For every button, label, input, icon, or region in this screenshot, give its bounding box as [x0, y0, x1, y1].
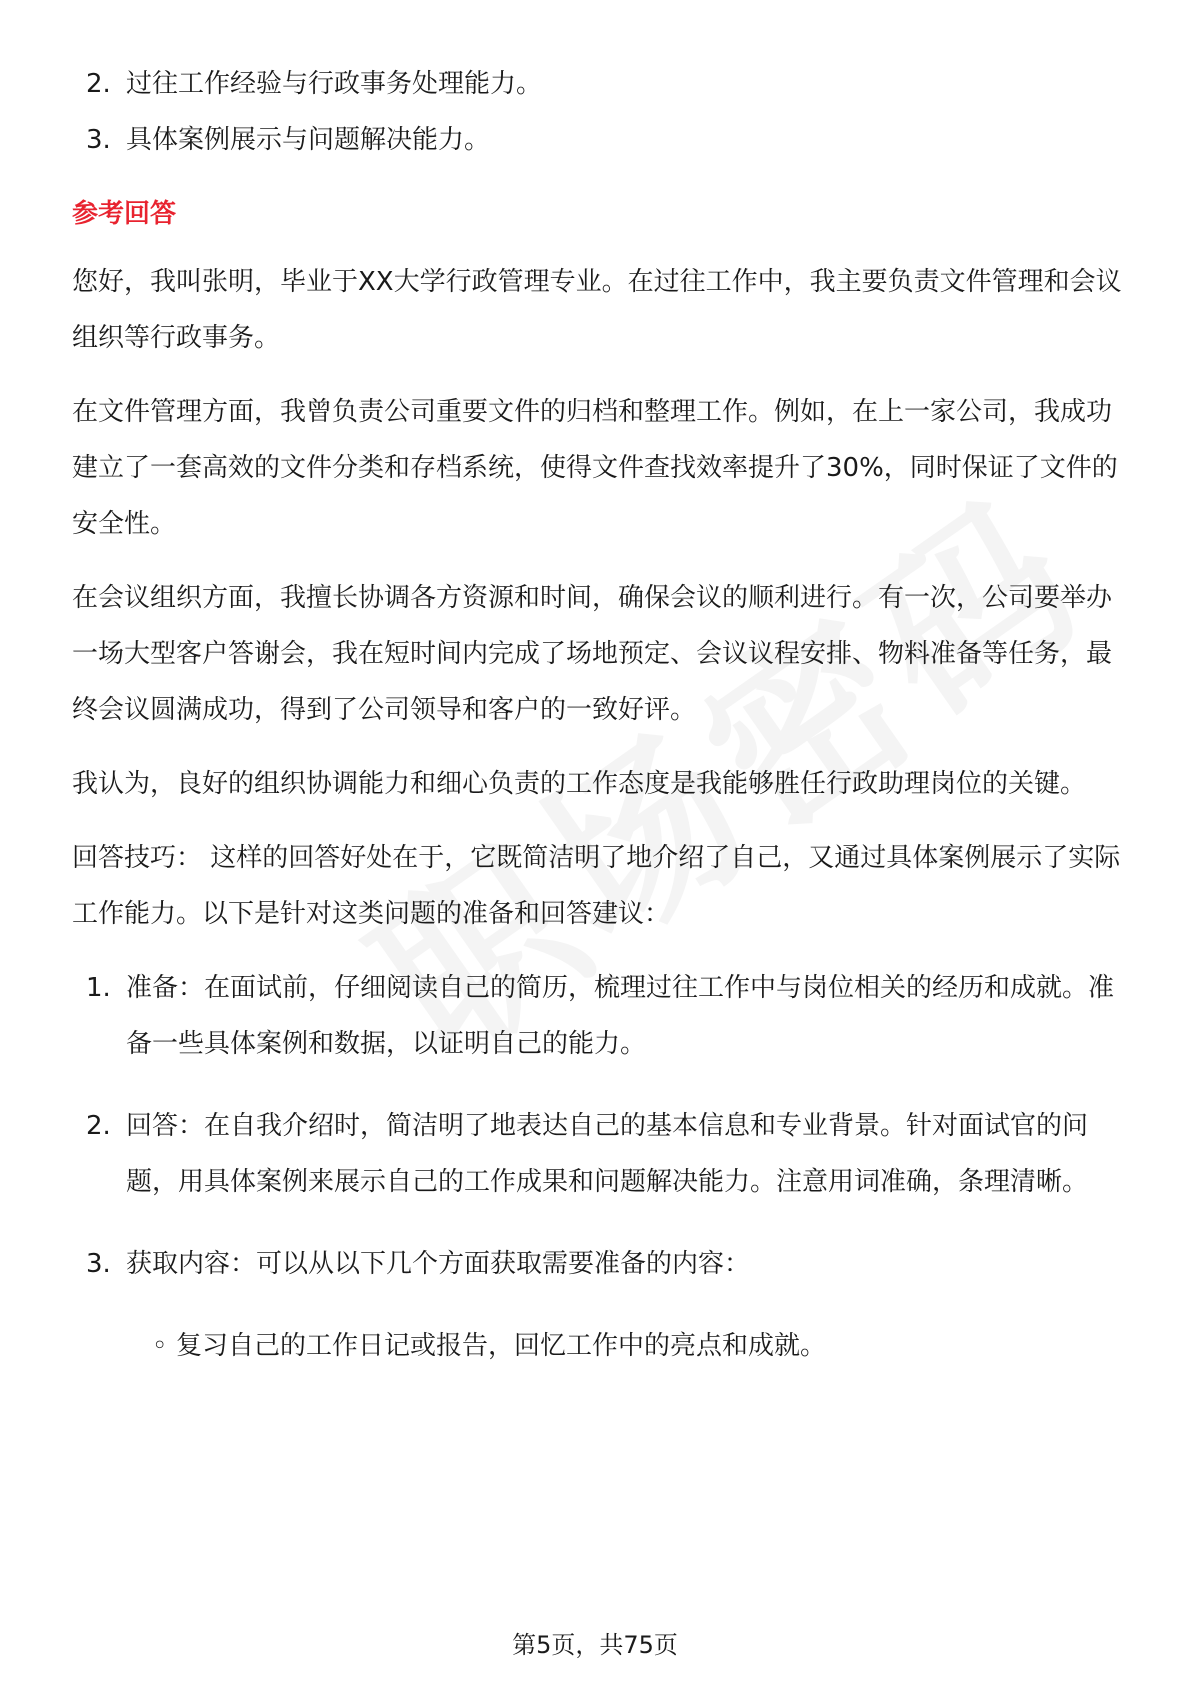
page-content [72, 56, 1122, 1374]
paragraph: 您好，我叫张明，毕业于XX大学行政管理专业。在过往工作中，我主要负责文件管理和会议组织等行政事务。 [72, 267, 1122, 353]
list-number: 3. [86, 1249, 111, 1279]
list-item [72, 1098, 1122, 1210]
list-item [72, 112, 1122, 168]
paragraph: 我认为，良好的组织协调能力和细心负责的工作态度是我能够胜任行政助理岗位的关键。 [72, 769, 1087, 799]
bullet-icon: ◦ [152, 1331, 168, 1361]
list-number: 3. [86, 125, 111, 155]
list-text: 获取内容：可以从以下几个方面获取需要准备的内容： [126, 1249, 751, 1279]
list-item [72, 56, 1122, 112]
list-text: 具体案例展示与问题解决能力。 [126, 125, 491, 155]
sub-list-item [72, 1318, 1122, 1374]
paragraph: 回答技巧： 这样的回答好处在于，它既简洁明了地介绍了自己，又通过具体案例展示了实际工作能力。以下是针对这类问题的准备和回答建议： [72, 843, 1121, 929]
list-item [72, 960, 1122, 1072]
list-item [72, 1236, 1122, 1292]
list-text: 复习自己的工作日记或报告，回忆工作中的亮点和成就。 [176, 1331, 827, 1361]
page-number: 第5页，共75页 [512, 1631, 678, 1659]
list-text: 过往工作经验与行政事务处理能力。 [126, 69, 543, 99]
list-number: 2. [86, 69, 111, 99]
paragraph: 在会议组织方面，我擅长协调各方资源和时间，确保会议的顺利进行。有一次，公司要举办一场大型客户答谢会，我在短时间内完成了场地预定、会议议程安排、物料准备等任务，最终会议圆满成功，得到了公司领导和客户的一致好评。 [72, 583, 1113, 725]
list-text: 回答：在自我介绍时，简洁明了地表达自己的基本信息和专业背景。针对面试官的问题，用具体案例来展示自己的工作成果和问题解决能力。注意用词准确，条理清晰。 [126, 1111, 1089, 1197]
list-number: 1. [86, 973, 111, 1003]
list-number: 2. [86, 1111, 111, 1141]
section-title: 参考回答 [72, 199, 177, 229]
paragraph: 在文件管理方面，我曾负责公司重要文件的归档和整理工作。例如，在上一家公司，我成功建立了一套高效的文件分类和存档系统，使得文件查找效率提升了30%，同时保证了文件的安全性。 [72, 397, 1118, 539]
intro-list [72, 56, 1122, 168]
tips-list [72, 960, 1122, 1292]
list-text: 准备：在面试前，仔细阅读自己的简历，梳理过往工作中与岗位相关的经历和成就。准备一些具体案例和数据，以证明自己的能力。 [126, 973, 1115, 1059]
